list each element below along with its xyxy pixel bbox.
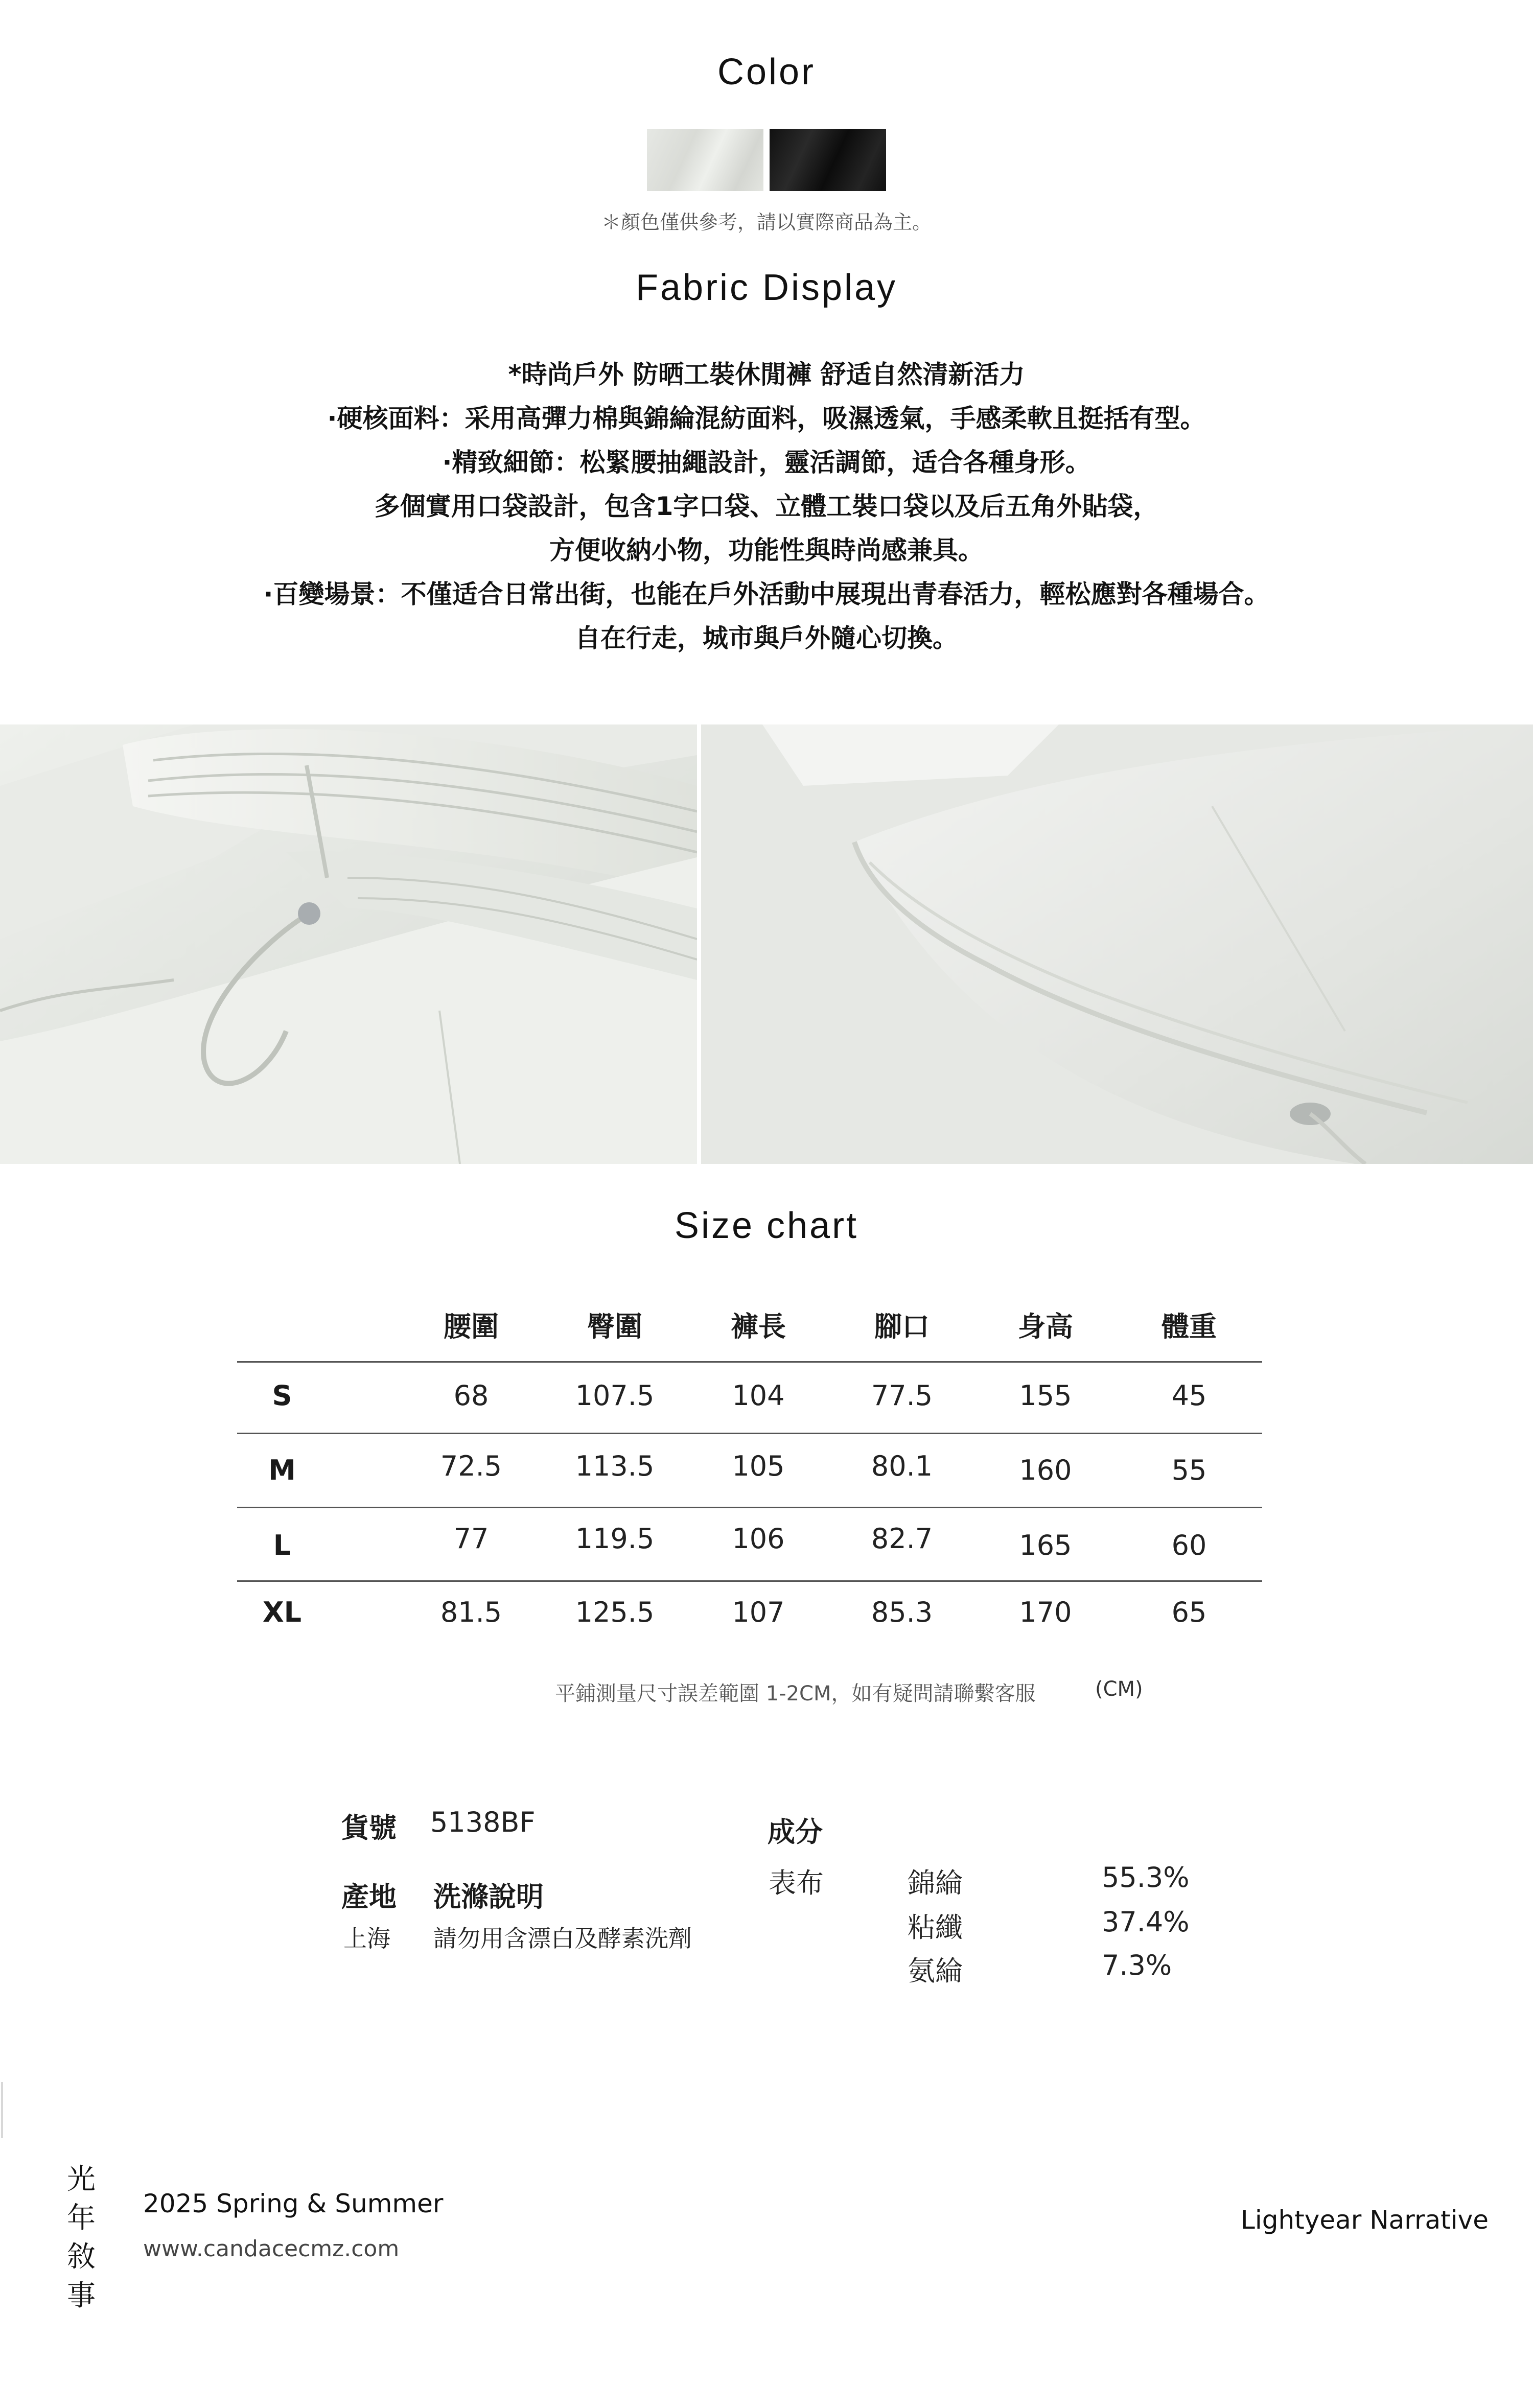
table-cell: 119.5 xyxy=(575,1523,655,1555)
table-cell: 160 xyxy=(1019,1454,1072,1486)
wash-label: 洗滌說明 xyxy=(433,1881,544,1913)
size-chart-unit: (CM) xyxy=(1095,1677,1143,1701)
table-cell: 165 xyxy=(1019,1529,1072,1561)
fabric-line: 方便收納小物，功能性與時尚感兼具。 xyxy=(549,535,984,565)
material-percent: 55.3% xyxy=(1102,1861,1190,1893)
table-cell: 82.7 xyxy=(871,1523,933,1555)
table-cell: 85.3 xyxy=(871,1596,933,1628)
material-name: 粘纖 xyxy=(908,1911,963,1944)
material-name: 錦綸 xyxy=(908,1867,963,1899)
footer-edge-mark xyxy=(1,2082,3,2138)
fabric-title: Fabric Display xyxy=(635,267,898,308)
size-label: L xyxy=(273,1529,291,1561)
column-header: 體重 xyxy=(1162,1311,1217,1343)
waistband-detail-photo xyxy=(0,724,697,1164)
table-cell: 125.5 xyxy=(575,1596,655,1628)
column-header: 腰圍 xyxy=(444,1311,499,1343)
table-cell: 77 xyxy=(453,1523,489,1555)
table-cell: 65 xyxy=(1171,1596,1207,1628)
color-swatch-black[interactable] xyxy=(770,129,886,191)
fabric-line: 多個實用口袋設計，包含1字口袋、立體工裝口袋以及后五角外貼袋， xyxy=(374,492,1159,521)
table-divider xyxy=(237,1433,1262,1434)
table-cell: 45 xyxy=(1171,1380,1207,1412)
brand-vertical-logo xyxy=(63,2160,99,2316)
fabric-description xyxy=(0,353,1533,660)
item-no-label: 貨號 xyxy=(341,1812,397,1844)
material-percent: 7.3% xyxy=(1102,1949,1172,1981)
color-swatch-white[interactable] xyxy=(647,129,763,191)
table-divider xyxy=(237,1580,1262,1582)
footer-website[interactable]: www.candacecmz.com xyxy=(143,2236,400,2262)
material-name: 氨綸 xyxy=(908,1955,963,1987)
fabric-label: 表布 xyxy=(769,1867,824,1899)
table-cell: 170 xyxy=(1019,1596,1072,1628)
fabric-line: ·精致細節：松緊腰抽繩設計，靈活調節，适合各種身形。 xyxy=(442,448,1091,477)
table-cell: 55 xyxy=(1171,1454,1207,1486)
material-percent: 37.4% xyxy=(1102,1906,1190,1938)
table-cell: 107.5 xyxy=(575,1380,655,1412)
table-cell: 106 xyxy=(732,1523,785,1555)
table-cell: 107 xyxy=(732,1596,785,1628)
waistband-illustration xyxy=(0,724,697,1164)
item-no-value: 5138BF xyxy=(430,1806,536,1838)
footer-brand-en: Lightyear Narrative xyxy=(1241,2205,1489,2235)
origin-label: 產地 xyxy=(341,1881,397,1913)
column-header: 腳口 xyxy=(874,1311,930,1343)
composition-label: 成分 xyxy=(768,1816,823,1848)
column-header: 身高 xyxy=(1018,1311,1073,1343)
size-chart-note: 平鋪測量尺寸誤差範圍 1-2CM，如有疑問請聯繫客服 xyxy=(555,1682,1036,1705)
size-label: XL xyxy=(262,1596,302,1628)
table-divider xyxy=(237,1361,1262,1363)
table-cell: 105 xyxy=(732,1450,785,1482)
table-cell: 60 xyxy=(1171,1529,1207,1561)
column-header: 臀圍 xyxy=(587,1311,642,1343)
table-cell: 81.5 xyxy=(440,1596,502,1628)
table-cell: 77.5 xyxy=(871,1380,933,1412)
brand-char: 光 xyxy=(67,2163,96,2196)
table-cell: 80.1 xyxy=(871,1450,933,1482)
hem-illustration xyxy=(701,724,1533,1164)
hem-detail-photo xyxy=(701,724,1533,1164)
brand-char: 年 xyxy=(67,2202,96,2235)
fabric-line: 自在行走，城市與戶外隨心切換。 xyxy=(575,623,958,653)
origin-value: 上海 xyxy=(343,1925,390,1952)
brand-char: 敘 xyxy=(67,2240,96,2274)
wash-value: 請勿用含漂白及酵素洗劑 xyxy=(433,1925,692,1952)
size-label: S xyxy=(272,1380,292,1412)
fabric-line: ·硬核面料：采用高彈力棉與錦綸混紡面料，吸濕透氣，手感柔軟且挺括有型。 xyxy=(327,404,1206,433)
table-cell: 68 xyxy=(453,1380,489,1412)
color-title: Color xyxy=(717,52,816,92)
size-chart-title: Size chart xyxy=(674,1205,859,1246)
column-header: 褲長 xyxy=(731,1311,786,1343)
footer-season: 2025 Spring & Summer xyxy=(143,2189,444,2218)
table-divider xyxy=(237,1507,1262,1508)
size-label: M xyxy=(268,1454,296,1486)
table-cell: 113.5 xyxy=(575,1450,655,1482)
table-cell: 104 xyxy=(732,1380,785,1412)
table-cell: 155 xyxy=(1019,1380,1072,1412)
fabric-line: *時尚戶外 防晒工裝休閒褲 舒适自然清新活力 xyxy=(508,360,1025,389)
brand-char: 事 xyxy=(67,2279,96,2312)
color-note: ＊顏色僅供參考，請以實際商品為主。 xyxy=(601,211,932,233)
table-cell: 72.5 xyxy=(440,1450,502,1482)
fabric-line: ·百變場景：不僅适合日常出街，也能在戶外活動中展現出青春活力，輕松應對各種場合。 xyxy=(263,579,1270,609)
